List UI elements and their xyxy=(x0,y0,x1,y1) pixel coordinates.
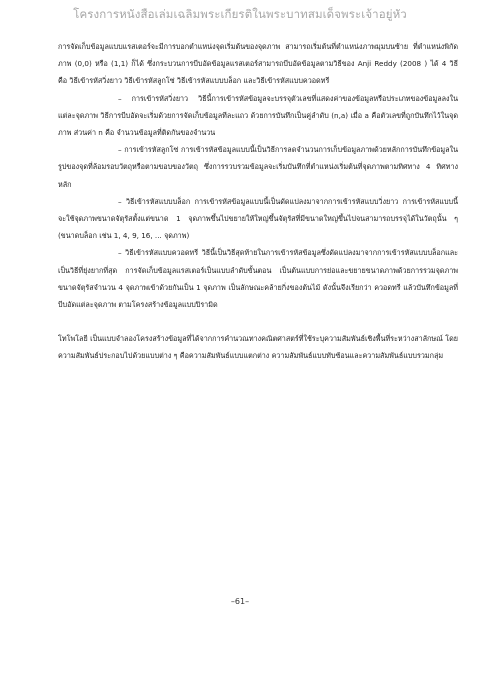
paragraph-raster-compression: การจัดเก็บข้อมูลแบบแรสเตอร์จะมีการบอกตำแหน่งจุดเริ่มต้นของจุดภาพ สามารถเริ่มต้นที่ตำแหน่งภาพมุมบนซ้าย ที่ตำแหน่งพิกัดภาพ (0,0) หรือ (1,1) ก็ได้ ซึ่งกระบวนการบีบอัดข้อมูลแรสเตอร์สามารถบีบอัดข้อมูลตามวิธีของ Anji Reddy (2008 ) ได้ 4 วิธี คือ วิธีเข้ารหัสวิ่งยาว วิธีเข้ารหัสลูกโซ่ วิธีเข้ารหัสแบบบล็อก และวิธีเข้ารหัสแบบควอดทรี xyxy=(58,42,458,86)
paragraph-block-code: – วิธีเข้ารหัสแบบบล็อก การเข้ารหัสข้อมูลแบบนี้เป็นดัดแปลงมาจากการเข้ารหัสแบบวิ่งยาว การเข้ารหัสแบบนี้จะใช้จุดภาพขนาดจัตุรัสตั้งแต่ขนาด 1 จุดภาพขึ้นไปขยายให้ใหญ่ขึ้นจัตุรัสที่มีขนาดใหญ่ขึ้นไปจนสามารถบรรจุได้ในวัตถุนั้น ๆ (ขนาดบล็อก เช่น 1, 4, 9, 16, ... จุดภาพ) xyxy=(58,196,458,241)
paragraph-topology: โทโพโลยี เป็นแบบจำลองโครงสร้างข้อมูลที่ได้จากการคำนวณทางคณิตศาสตร์ที่ใช้ระบุความสัมพันธ์เชิงพื้นที่ระหว่างสาลักษณ์ โดยความสัมพันธ์ประกอบไปด้วยแบบต่าง ๆ คือความสัมพันธ์แบบแตกต่าง ความสัมพันธ์แบบทับซ้อนและความสัมพันธ์แบบรวมกลุ่ม xyxy=(58,334,458,361)
page-number: –61– xyxy=(230,597,250,606)
body-text xyxy=(58,38,458,365)
paragraph-spacer xyxy=(58,313,458,330)
paragraph-chain-code: – การเข้ารหัสลูกโซ่ การเข้ารหัสข้อมูลแบบนี้เป็นวิธีการลดจำนวนการเก็บข้อมูลภาพด้วยหลักการบันทึกข้อมูลในรูปของจุดที่ล้อมรอบวัตถุหรือตามขอบของวัตถุ ซึ่งการรวบรวมข้อมูลจะเริ่มบันทึกที่ตำแหน่งเริ่มต้นที่จุดภาพตามทิศทาง 4 ทิศทางหลัก xyxy=(58,145,458,189)
paragraph-quadtree: – วิธีเข้ารหัสแบบควอดทรี วิธีนี้เป็นวิธีสุดท้ายในการเข้ารหัสข้อมูลซึ่งดัดแปลงมาจากการเข้ารหัสแบบบล็อกและเป็นวิธีที่ยุ่งยากที่สุด การจัดเก็บข้อมูลแรสเตอร์เป็นแบบลำดับขั้นตอน เป็นต้นแบบการย่อและขยายขนาดภาพด้วยการรวมจุดภาพขนาดจัตุรัสจำนวน 4 จุดภาพเข้าด้วยกันเป็น 1 จุดภาพ เป็นลักษณะคล้ายกิ่งของต้นไม้ ดังนั้นจึงเรียกว่า ควอดทรี แล้วบันทึกข้อมูลที่บีบอัดแต่ละจุดภาพ ตามโครงสร้างข้อมูลแบบปิรามิด xyxy=(58,248,458,310)
running-header: โครงการหนังสือเล่มเฉลิมพระเกียรติในพระบาทสมเด็จพระเจ้าอยู่หัว xyxy=(73,7,407,21)
paragraph-run-length: – การเข้ารหัสวิ่งยาว วิธีนี้การเข้ารหัสข้อมูลจะบรรจุตัวเลขที่แสดงค่าของข้อมูลหรือประเภทของข้อมูลลงในแต่ละจุดภาพ วิธีการบีบอัดจะเริ่มด้วยการจัดเก็บข้อมูลทีละแถว ด้วยการบันทึกเป็นคู่ลำดับ (n,a) เมื่อ a คือตัวเลขที่ถูกบันทึกไว้ในจุดภาพ ส่วนค่า n คือ จำนวนข้อมูลที่ติดกันของจำนวน xyxy=(58,93,458,138)
